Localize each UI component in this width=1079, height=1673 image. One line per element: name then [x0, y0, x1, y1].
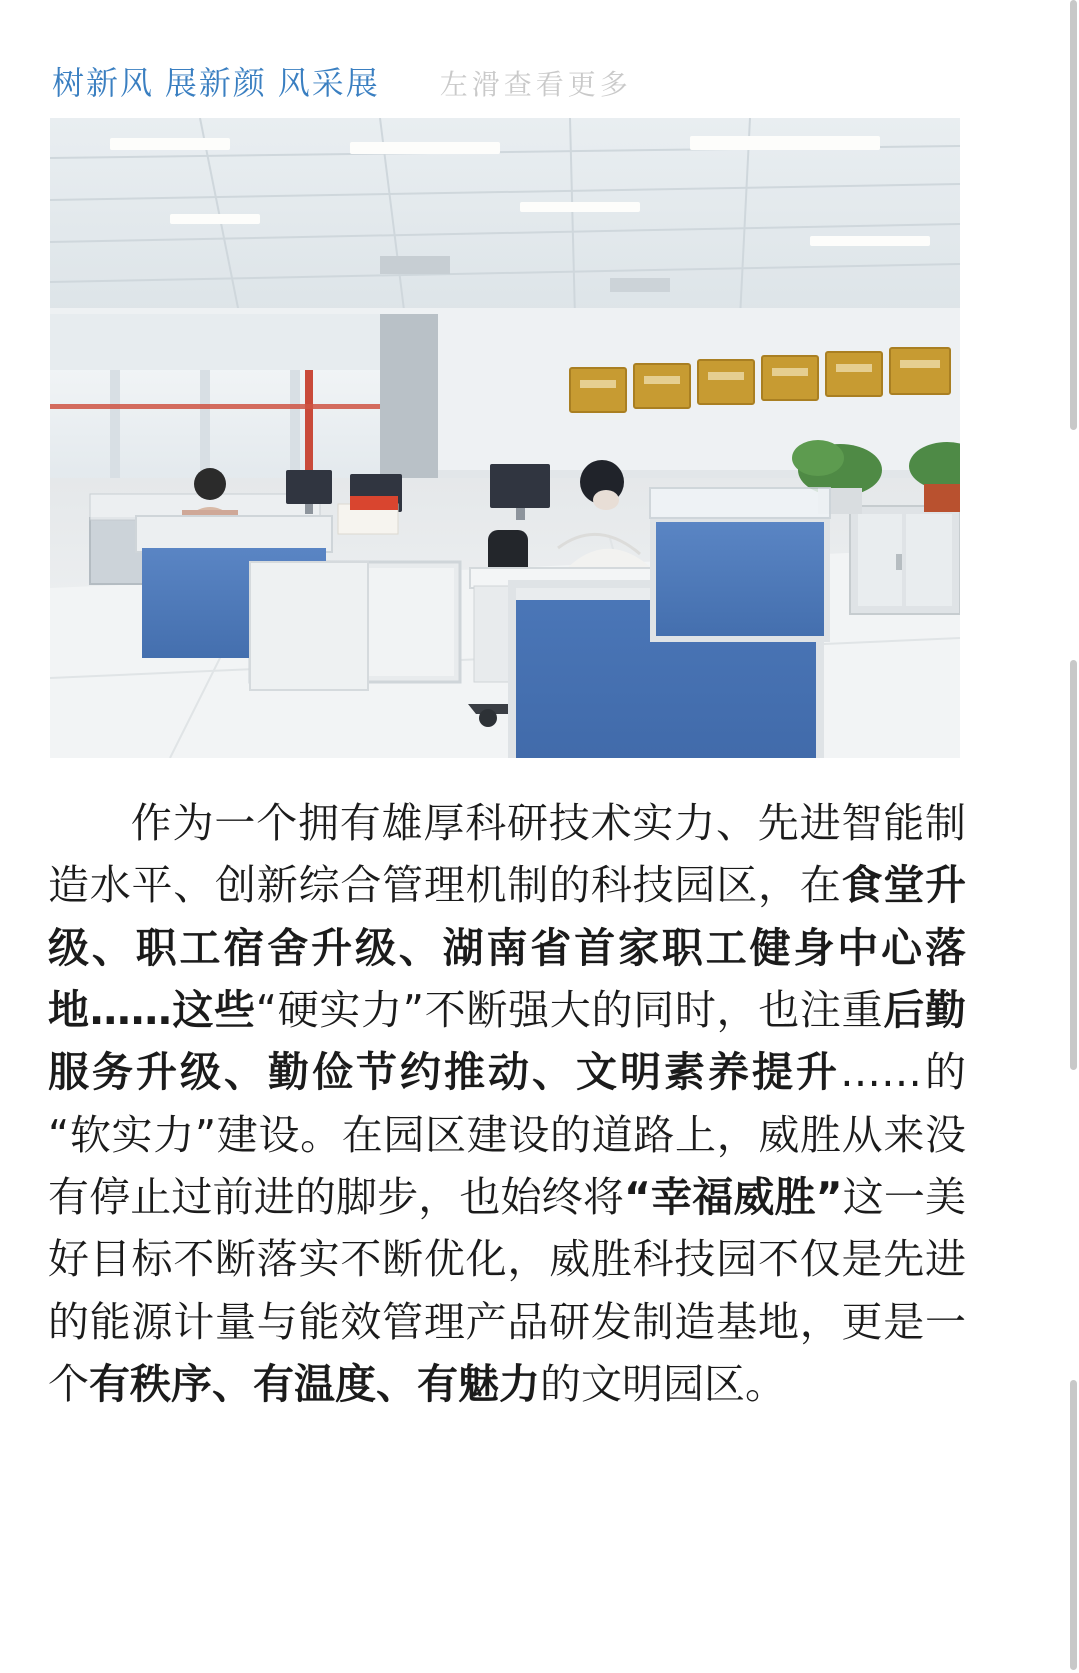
article-photo[interactable] — [50, 118, 960, 758]
paragraph-segment-2: “硬实力”不断强大的同时，也注重 — [255, 985, 884, 1034]
article-paragraph — [48, 792, 966, 1415]
paragraph-segment-1: 食堂升级、职工宿舍升级、湖南省首家职工健身中心落地……这些 — [48, 861, 967, 1034]
scrollbar-segment-top[interactable] — [1070, 0, 1077, 430]
paragraph-segment-6: 这一美好目标不断落实不断优化，威胜科技园不仅是先进的能源计量与能效管理产品研发制造基地，更是一个 — [48, 1172, 966, 1408]
paragraph-segment-3: 后勤服务升级、勤俭节约推动、文明素养提升 — [48, 985, 967, 1097]
article-header — [52, 58, 632, 104]
page-title: 树新风 展新颜 风采展 — [52, 65, 380, 101]
swipe-hint-text: 左滑查看更多 — [439, 69, 632, 100]
scrollbar-segment-middle[interactable] — [1070, 660, 1077, 1070]
paragraph-segment-8: 的文明园区。 — [540, 1359, 786, 1408]
paragraph-segment-4: ……的“软实力”建设。在园区建设的道路上，威胜从来没有停止过前进的脚步，也始终将 — [48, 1048, 966, 1221]
office-photo-illustration — [50, 118, 960, 758]
paragraph-segment-7: 有秩序、有温度、有魅力 — [89, 1359, 540, 1408]
paragraph-segment-5: “幸福威胜” — [623, 1172, 843, 1221]
paragraph-segment-0: 作为一个拥有雄厚科研技术实力、先进智能制造水平、创新综合管理机制的科技园区，在 — [48, 799, 966, 910]
scrollbar[interactable] — [1069, 0, 1079, 1673]
scrollbar-segment-bottom[interactable] — [1070, 1380, 1077, 1670]
